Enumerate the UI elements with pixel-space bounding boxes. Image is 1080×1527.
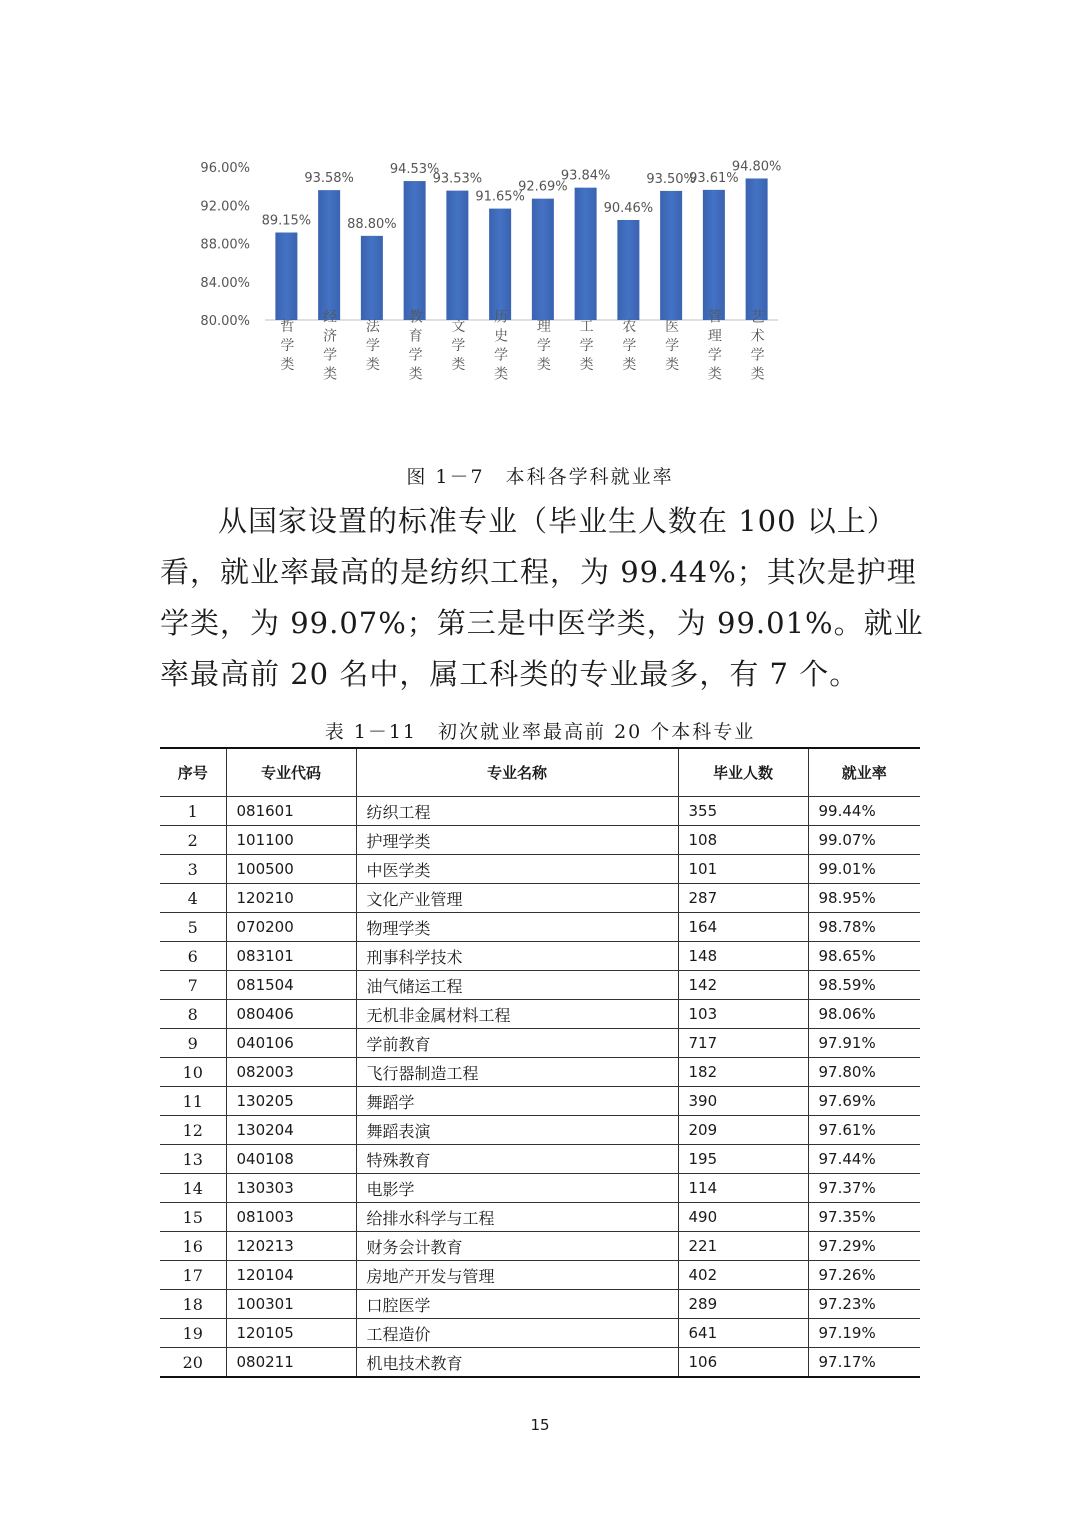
table-row — [160, 1058, 920, 1087]
major-code: 081601 — [226, 797, 356, 826]
graduate-count: 289 — [678, 1290, 808, 1319]
data-label: 90.46% — [603, 200, 654, 216]
employment-rate: 97.29% — [808, 1232, 920, 1261]
y-tick-label: 80.00% — [200, 314, 250, 329]
major-name: 学前教育 — [356, 1029, 678, 1058]
y-tick-label: 84.00% — [200, 275, 250, 291]
category-label: 哲学类 — [278, 318, 295, 376]
major-name: 物理学类 — [356, 913, 678, 942]
row-index: 5 — [160, 913, 226, 942]
major-name: 电影学 — [356, 1174, 678, 1203]
major-code: 080211 — [226, 1348, 356, 1378]
graduate-count: 164 — [678, 913, 808, 942]
row-index: 8 — [160, 1000, 226, 1029]
data-label: 94.53% — [389, 162, 440, 178]
major-name: 特殊教育 — [356, 1145, 678, 1174]
table-row — [160, 1116, 920, 1145]
graduate-count: 717 — [678, 1029, 808, 1058]
major-name: 无机非金属材料工程 — [356, 1000, 678, 1029]
major-code: 081504 — [226, 971, 356, 1000]
major-name: 给排水科学与工程 — [356, 1203, 678, 1232]
category-label: 经济学类 — [321, 309, 338, 385]
body-paragraph: 从国家设置的标准专业（毕业生人数在 100 以上）看，就业率最高的是纺织工程，为 99.44%；其次是护理学类，为 99.07%；第三是中医学类，为 99.01%。就业率最高前 20 名中，属工科类的专业最多，有 7 个。 — [160, 504, 924, 691]
major-code: 130303 — [226, 1174, 356, 1203]
table-row — [160, 855, 920, 884]
employment-rate: 97.17% — [808, 1348, 920, 1378]
page-number: 15 — [530, 1416, 550, 1434]
top20-majors-table — [160, 747, 920, 1378]
graduate-count: 148 — [678, 942, 808, 971]
graduate-count: 182 — [678, 1058, 808, 1087]
y-tick-label: 96.00% — [200, 161, 250, 176]
table-row — [160, 971, 920, 1000]
bar — [404, 181, 426, 320]
bar — [660, 191, 682, 320]
category-label: 教育学类 — [406, 309, 423, 385]
graduate-count: 641 — [678, 1319, 808, 1348]
major-name: 机电技术教育 — [356, 1348, 678, 1378]
table-row — [160, 826, 920, 855]
bar — [746, 178, 768, 320]
table-row — [160, 797, 920, 826]
employment-rate: 97.61% — [808, 1116, 920, 1145]
row-index: 7 — [160, 971, 226, 1000]
table-row — [160, 1203, 920, 1232]
employment-rate: 98.95% — [808, 884, 920, 913]
major-name: 财务会计教育 — [356, 1232, 678, 1261]
table-row — [160, 1145, 920, 1174]
major-code: 040108 — [226, 1145, 356, 1174]
graduate-count: 287 — [678, 884, 808, 913]
header-index: 序号 — [160, 748, 226, 797]
graduate-count: 101 — [678, 855, 808, 884]
employment-rate: 97.35% — [808, 1203, 920, 1232]
category-label: 农学类 — [620, 318, 637, 376]
employment-rate: 97.23% — [808, 1290, 920, 1319]
figure-caption: 图 1－7 本科各学科就业率 — [406, 466, 674, 488]
header-code: 专业代码 — [226, 748, 356, 797]
employment-rate: 99.01% — [808, 855, 920, 884]
row-index: 4 — [160, 884, 226, 913]
bar — [617, 220, 639, 320]
y-tick-label: 92.00% — [200, 199, 250, 215]
graduate-count: 221 — [678, 1232, 808, 1261]
table-row — [160, 1232, 920, 1261]
bar — [575, 188, 597, 320]
major-name: 舞蹈学 — [356, 1087, 678, 1116]
major-code: 070200 — [226, 913, 356, 942]
data-label: 93.50% — [646, 171, 696, 187]
bar — [489, 209, 511, 320]
graduate-count: 142 — [678, 971, 808, 1000]
table-row — [160, 1000, 920, 1029]
major-code: 101100 — [226, 826, 356, 855]
table-row — [160, 1348, 920, 1378]
major-name: 中医学类 — [356, 855, 678, 884]
major-code: 081003 — [226, 1203, 356, 1232]
table-row — [160, 942, 920, 971]
employment-rate: 99.07% — [808, 826, 920, 855]
employment-rate: 98.06% — [808, 1000, 920, 1029]
graduate-count: 355 — [678, 797, 808, 826]
row-index: 13 — [160, 1145, 226, 1174]
employment-rate: 98.65% — [808, 942, 920, 971]
row-index: 3 — [160, 855, 226, 884]
major-code: 130204 — [226, 1116, 356, 1145]
graduate-count: 402 — [678, 1261, 808, 1290]
major-name: 纺织工程 — [356, 797, 678, 826]
employment-rate: 97.80% — [808, 1058, 920, 1087]
graduate-count: 103 — [678, 1000, 808, 1029]
major-code: 100301 — [226, 1290, 356, 1319]
bar — [532, 199, 554, 320]
major-code: 083101 — [226, 942, 356, 971]
row-index: 16 — [160, 1232, 226, 1261]
employment-rate: 97.37% — [808, 1174, 920, 1203]
table-row — [160, 1319, 920, 1348]
employment-rate: 97.26% — [808, 1261, 920, 1290]
employment-rate: 98.78% — [808, 913, 920, 942]
graduate-count: 108 — [678, 826, 808, 855]
major-name: 刑事科学技术 — [356, 942, 678, 971]
table-row — [160, 1029, 920, 1058]
data-label: 88.80% — [347, 216, 397, 232]
row-index: 2 — [160, 826, 226, 855]
header-graduates: 毕业人数 — [678, 748, 808, 797]
bar — [446, 191, 468, 320]
row-index: 18 — [160, 1290, 226, 1319]
row-index: 9 — [160, 1029, 226, 1058]
category-label: 艺术学类 — [748, 309, 765, 385]
data-label: 93.53% — [432, 171, 483, 187]
data-label: 93.58% — [304, 171, 354, 187]
category-label: 工学类 — [577, 318, 594, 376]
table-row — [160, 913, 920, 942]
row-index: 12 — [160, 1116, 226, 1145]
y-tick-label: 88.00% — [200, 237, 250, 253]
bar — [361, 236, 383, 320]
row-index: 15 — [160, 1203, 226, 1232]
category-label: 法学类 — [363, 318, 380, 376]
category-label: 文学类 — [449, 318, 466, 376]
row-index: 6 — [160, 942, 226, 971]
graduate-count: 490 — [678, 1203, 808, 1232]
data-label: 89.15% — [261, 213, 312, 229]
table-row — [160, 1087, 920, 1116]
major-name: 油气储运工程 — [356, 971, 678, 1000]
employment-rate: 97.69% — [808, 1087, 920, 1116]
major-code: 120105 — [226, 1319, 356, 1348]
category-label: 理学类 — [534, 318, 551, 376]
row-index: 17 — [160, 1261, 226, 1290]
major-name: 房地产开发与管理 — [356, 1261, 678, 1290]
bar — [703, 190, 725, 320]
table-row — [160, 1174, 920, 1203]
table-row — [160, 1290, 920, 1319]
header-rate: 就业率 — [808, 748, 920, 797]
major-name: 舞蹈表演 — [356, 1116, 678, 1145]
major-code: 120104 — [226, 1261, 356, 1290]
major-code: 130205 — [226, 1087, 356, 1116]
category-label: 管理学类 — [705, 309, 722, 385]
data-label: 93.61% — [689, 170, 739, 186]
employment-rate: 99.44% — [808, 797, 920, 826]
row-index: 20 — [160, 1348, 226, 1378]
employment-rate-bar-chart — [0, 0, 1080, 420]
row-index: 11 — [160, 1087, 226, 1116]
major-name: 工程造价 — [356, 1319, 678, 1348]
data-label: 93.84% — [560, 168, 611, 184]
graduate-count: 209 — [678, 1116, 808, 1145]
row-index: 14 — [160, 1174, 226, 1203]
category-label: 医学类 — [663, 318, 680, 376]
row-index: 10 — [160, 1058, 226, 1087]
table-row — [160, 1261, 920, 1290]
row-index: 19 — [160, 1319, 226, 1348]
bar — [275, 233, 297, 320]
major-name: 飞行器制造工程 — [356, 1058, 678, 1087]
header-name: 专业名称 — [356, 748, 678, 797]
major-name: 护理学类 — [356, 826, 678, 855]
category-label: 历史学类 — [492, 309, 509, 385]
graduate-count: 106 — [678, 1348, 808, 1378]
major-code: 080406 — [226, 1000, 356, 1029]
employment-rate: 97.91% — [808, 1029, 920, 1058]
employment-rate: 98.59% — [808, 971, 920, 1000]
data-label: 94.80% — [731, 159, 782, 175]
table-header-row — [160, 748, 920, 797]
table-caption: 表 1－11 初次就业率最高前 20 个本科专业 — [324, 721, 756, 743]
bar — [318, 190, 340, 320]
major-code: 100500 — [226, 855, 356, 884]
major-name: 文化产业管理 — [356, 884, 678, 913]
major-code: 040106 — [226, 1029, 356, 1058]
table-row — [160, 884, 920, 913]
major-name: 口腔医学 — [356, 1290, 678, 1319]
employment-rate: 97.44% — [808, 1145, 920, 1174]
graduate-count: 195 — [678, 1145, 808, 1174]
graduate-count: 114 — [678, 1174, 808, 1203]
major-code: 120210 — [226, 884, 356, 913]
major-code: 082003 — [226, 1058, 356, 1087]
data-label: 92.69% — [518, 179, 568, 195]
employment-rate: 97.19% — [808, 1319, 920, 1348]
row-index: 1 — [160, 797, 226, 826]
graduate-count: 390 — [678, 1087, 808, 1116]
data-label: 91.65% — [475, 189, 525, 205]
major-code: 120213 — [226, 1232, 356, 1261]
